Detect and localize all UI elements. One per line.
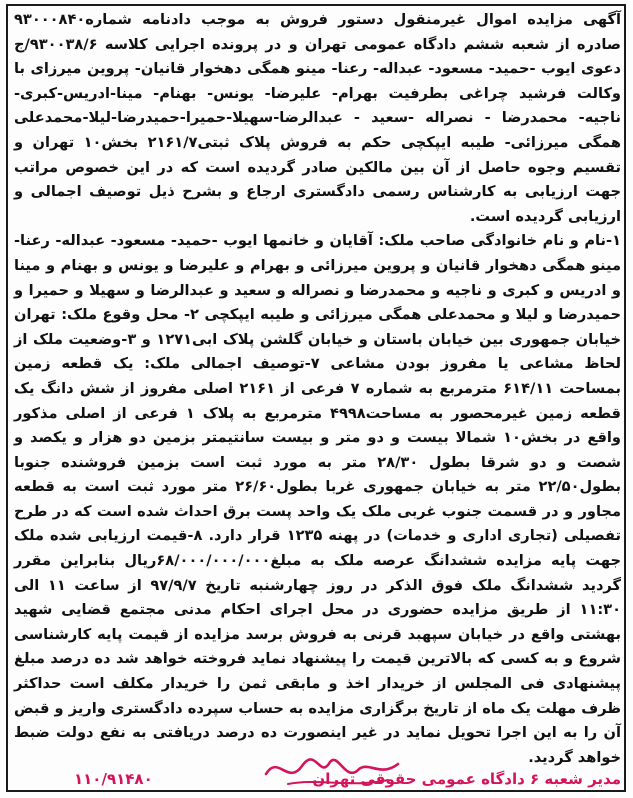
notice-intro-paragraph: آگهی مزایده اموال غیرمنقول دستور فروش به موجب دادنامه شماره۹۳۰۰۰۸۴۰ صادره از شعبه ششم دادگاه عمومی تهران و در پرونده اجرایی کلاسه ۹۳۰۰۳۸/۶/ج دعوی ایوب -حمید- مسعود- عبداله- رعنا- مینو همگی دهخوار قانیان- پروین میرزای با وکالت فرشید چراغی بطرفیت بهرام- علیرضا- یونس- بهنام- مینا-ادریس-کبری- ناجیه- محمدرضا - نصراله -سعید - عبدالرضا-سهیلا-حمیرا-حمیدرضا-لیلا-محمدعلی همگی میرزائی- طیبه ایپکچی حکم به فروش پلاک ثبتی۲۱۶۱/۷ بخش۱۰ تهران و تقسیم وجوه حاصل از آن بین مالکین صادر گردیده است که در این خصوص مراتب جهت ارزیابی به کارشناس رسمی دادگستری ارجاع و بشرح ذیل توصیف اجمالی و ارزیابی گردیده است. xyxy=(14,11,621,225)
notice-body xyxy=(14,8,621,770)
notice-footer xyxy=(14,760,621,790)
signer-title: مدیر شعبه ۶ دادگاه عمومی حقوقی تهران xyxy=(312,770,621,788)
notice-details-paragraph: ۱-نام و نام خانوادگی صاحب ملک: آقایان و خانمها ایوب -حمید- مسعود- عبداله- رعنا- مینو همگی دهخوار قانیان و پروین میرزائی و بهرام و علیرضا و یونس و بهنام و مینا و ادریس و کبری و ناجیه و محمدرضا و نصراله و سعید و عبدالرضا و سهیلا و حمیرا و حمیدرضا و لیلا و محمدعلی همگی میرزائی و طیبه ایپکچی ۲- محل وقوع ملک: تهران خیابان جمهوری بین خیابان باستان و خیابان گلشن پلاک ابی۱۲۷۱ و ۳-وضعیت ملک از لحاظ مشاعی یا مفروز بودن مشاعی ۷-توصیف اجمالی ملک: یک قطعه زمین بمساحت ۶۱۴/۱۱ مترمربع به شماره ۷ فرعی از ۲۱۶۱ اصلی مفروز از شش دانگ یک قطعه زمین غیرمحصور به مساحت۴۹۹۸ مترمربع به پلاک ۱ فرعی از اصلی مذکور واقع در بخش۱۰ شمالا بیست و دو متر و بیست سانتیمتر بزمین دو هزار و یکصد و شصت و دو شرقا بطول ۲۸/۳۰ متر به مورد ثبت است بزمین فروشنده جنوبا بطول۲۲/۵۰ متر به خیابان جمهوری غربا بطول۲۶/۶۰ متر مورد ثبت است به قطعه مجاور و در قسمت جنوب غربی ملک یک واحد پست برق احداث شده است که در طرح تفصیلی (تجاری اداری و خدمات) در پهنه ۱۲۳۵ قرار دارد. ۸-قیمت ارزیابی شده ملک جهت پایه مزایده ششدانگ عرصه ملک به مبلغ۶۸/۰۰۰/۰۰۰/۰۰۰ریال بنابراین مقرر گردید ششدانگ ملک فوق الذکر در روز چهارشنبه تاریخ ۹۷/۹/۷ از ساعت ۱۱ الی ۱۱:۳۰ از طریق مزایده حضوری در محل اجرای احکام مدنی مجتمع قضایی شهید بهشتی واقع در خیابان سپهبد قرنی به فروش برسد مزایده از قیمت پایه کارشناسی شروع و به کسی که بالاترین قیمت را پیشنهاد نماید فروخته خواهد شد ده درصد مبلغ پیشنهادی فی المجلس از خریدار اخذ و مابقی ثمن را خریدار مکلف است حداکثر ظرف مهلت یک ماه از تاریخ برگزاری مزایده به حساب سپرده دادگستری واریز و قبض آن را به این اجرا تحویل نماید در غیر اینصورت ده درصد دریافتی به نفع دولت ضبط خواهد گردید. xyxy=(14,232,622,766)
reference-number: ۱۱۰/۹۱۴۸۰ xyxy=(74,770,153,788)
